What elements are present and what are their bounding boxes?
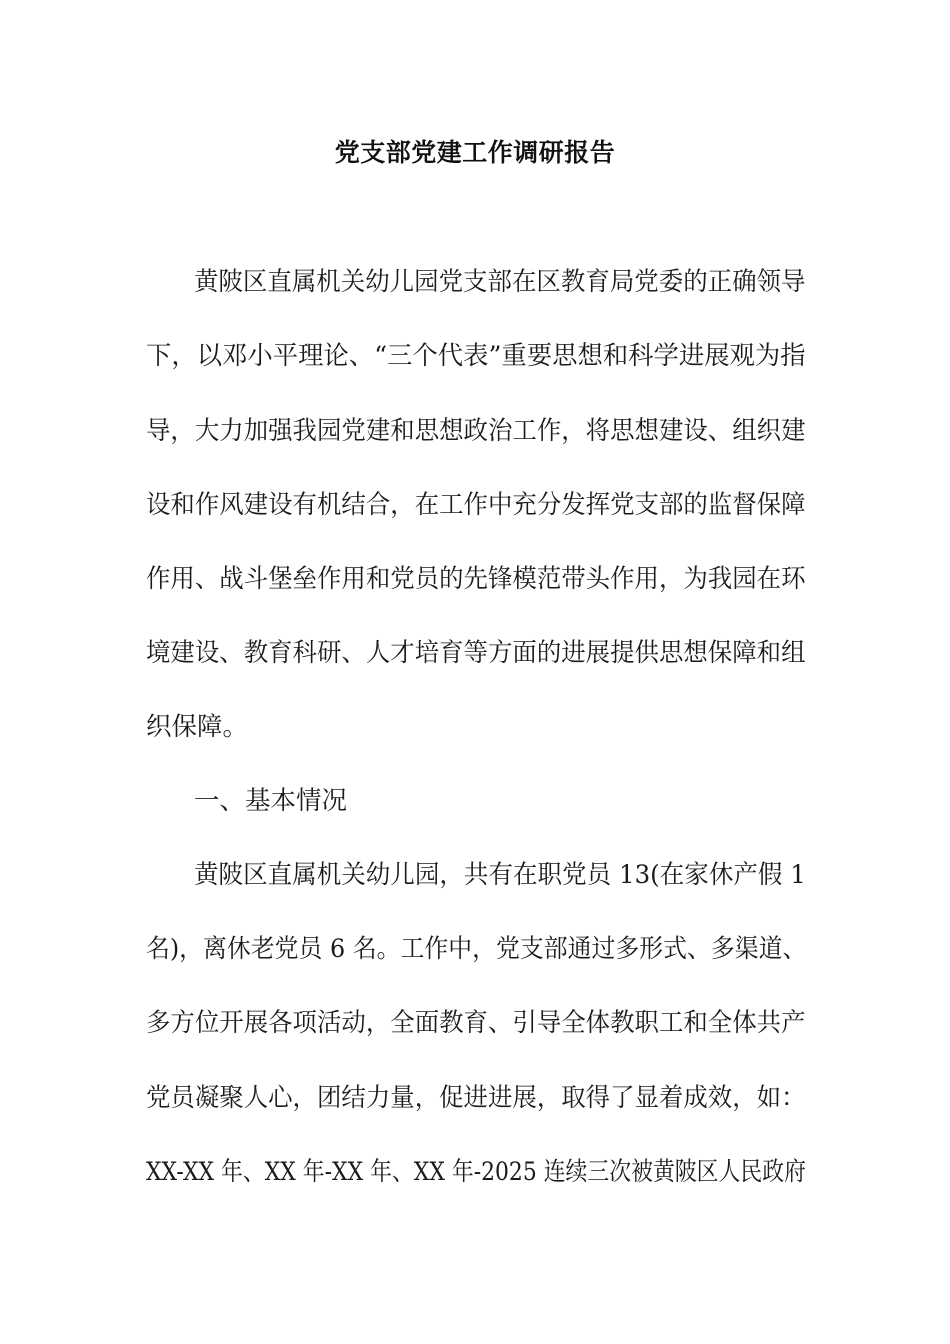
paragraph-line bbox=[0, 1078, 950, 1118]
section-heading-text: 一、基本情况 bbox=[194, 786, 348, 816]
paragraph-line bbox=[0, 336, 950, 376]
paragraph-text: 作用、战斗堡垒作用和党员的先锋模范带头作用，为我园在环 bbox=[146, 564, 806, 594]
paragraph-line bbox=[0, 1152, 950, 1192]
paragraph-text: 导，大力加强我园党建和思想政治工作，将思想建设、组织建 bbox=[146, 416, 806, 446]
paragraph-line bbox=[0, 1003, 950, 1043]
paragraph-line bbox=[0, 411, 950, 451]
paragraph-text: 境建设、教育科研、人才培育等方面的进展提供思想保障和组 bbox=[146, 638, 806, 668]
paragraph-line bbox=[0, 485, 950, 525]
section-heading bbox=[0, 781, 950, 821]
paragraph-line bbox=[0, 707, 950, 747]
paragraph-text: XX-XX 年、XX 年-XX 年、XX 年-2025 连续三次被黄陂区人民政府 bbox=[146, 1157, 806, 1187]
paragraph-text: 黄陂区直属机关幼儿园党支部在区教育局党委的正确领导 bbox=[194, 267, 806, 297]
paragraph-line bbox=[0, 929, 950, 969]
paragraph-line bbox=[0, 559, 950, 599]
paragraph-text: 设和作风建设有机结合，在工作中充分发挥党支部的监督保障 bbox=[146, 490, 806, 520]
paragraph-line bbox=[0, 262, 950, 302]
paragraph-text: 党员凝聚人心，团结力量，促进进展，取得了显着成效，如： bbox=[146, 1083, 806, 1113]
paragraph-text: 织保障。 bbox=[146, 712, 249, 742]
paragraph-text: 下，以邓小平理论、“三个代表”重要思想和科学进展观为指 bbox=[146, 341, 806, 371]
paragraph-text: 名)，离休老党员 6 名。工作中，党支部通过多形式、多渠道、 bbox=[146, 934, 807, 964]
paragraph-line bbox=[0, 633, 950, 673]
document-title: 党支部党建工作调研报告 bbox=[334, 138, 616, 167]
paragraph-text: 多方位开展各项活动，全面教育、引导全体教职工和全体共产 bbox=[146, 1008, 806, 1038]
paragraph-line bbox=[0, 855, 950, 895]
paragraph-text: 黄陂区直属机关幼儿园，共有在职党员 13(在家休产假 1 bbox=[194, 860, 806, 890]
